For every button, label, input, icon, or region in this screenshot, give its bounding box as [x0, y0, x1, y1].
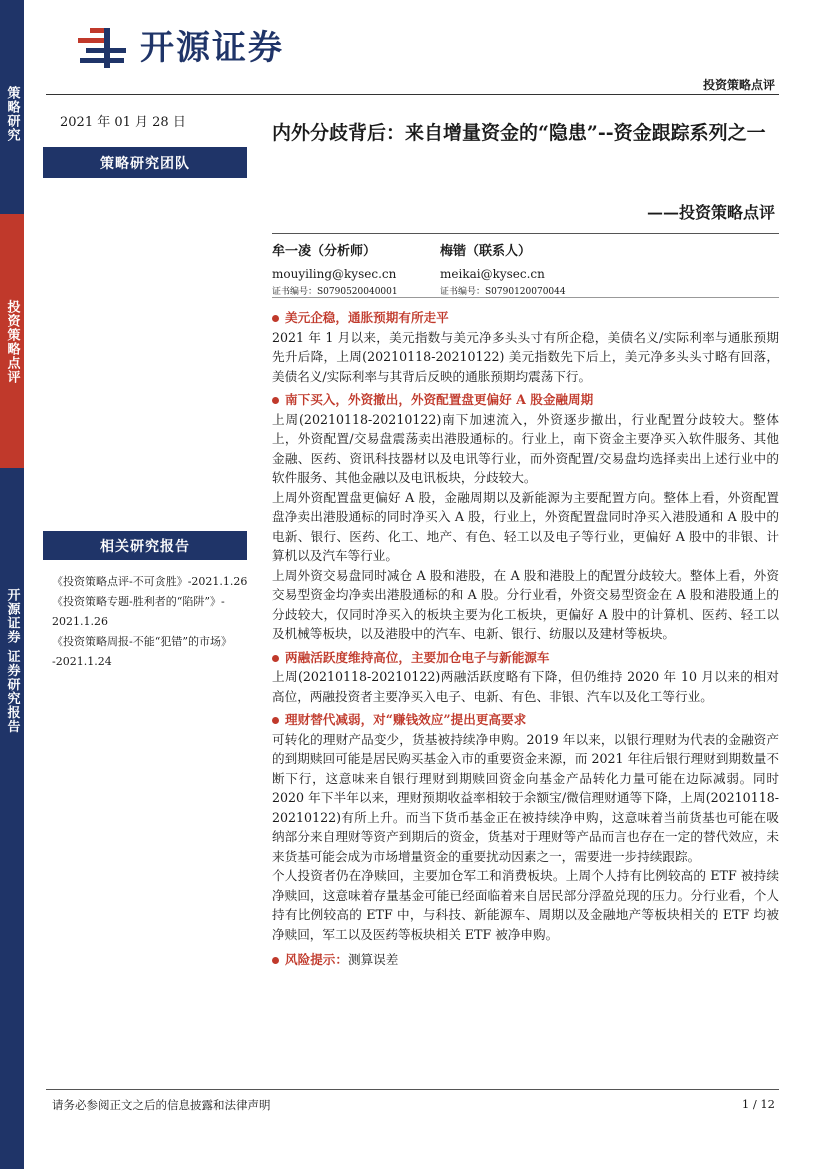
author-cert: 证书编号：S0790520040001 — [272, 287, 398, 297]
author-cert: 证书编号：S0790120070044 — [440, 287, 566, 297]
report-date: 2021 年 01 月 28 日 — [60, 115, 186, 130]
paragraph: 上周(20210118-20210122)南下加速流入，外资逐步撤出，行业配置分歧较大。整体上，外资配置/交易盘震荡卖出港股通标的。行业上，南下资金主要净买入软件服务、其他金融、医药、资讯科技器材以及电讯等行业，而外资配置/交易盘均选择卖出上述行业中的软件服务、其他金融以及电讯板块，分歧较大。 — [272, 411, 779, 485]
report-body — [272, 304, 779, 970]
report-title: 内外分歧背后：来自增量资金的“隐患”--资金跟踪系列之一 — [272, 122, 766, 144]
bullet-icon — [272, 957, 279, 964]
title-divider — [272, 233, 779, 234]
company-logo-text: 开源证券 — [140, 28, 284, 68]
logo-mark-icon — [76, 26, 128, 70]
footer-divider — [46, 1089, 779, 1090]
related-report-item[interactable]: -2021.1.24 — [52, 655, 112, 668]
paragraph: 2021 年 1 月以来，美元指数与美元净多头头寸有所企稳，美债名义/实际利率与通胀预期先升后降，上周(20210118-20210122) 美元指数先下后上，美元净多头头寸略有回落，美债名义/实际利率与其背后反映的通胀预期均震荡下行。 — [272, 329, 779, 384]
sidebar-strategy-research: 策略研究 — [0, 0, 24, 214]
report-type-header: 投资策略点评 — [702, 78, 775, 92]
related-report-item[interactable]: 《投资策略点评-不可贪胜》-2021.1.26 — [52, 575, 248, 588]
bullet-icon — [272, 655, 279, 662]
section-heading: 美元企稳，通胀预期有所走平 — [272, 308, 779, 328]
paragraph: 个人投资者仍在净赎回，主要加仓军工和消费板块。上周个人持有比例较高的 ETF 被持续净赎回，这意味着存量基金可能已经面临着来自居民部分浮盈兑现的压力。分行业看，个人持有比例较高的 ETF 中，与科技、新能源车、周期以及金融地产等板块相关的 ETF 均被净赎回，军工以及医药等板块相关 ETF 被净申购。 — [272, 868, 779, 942]
related-reports-list — [52, 572, 262, 672]
author-email[interactable]: mouyiling@kysec.cn — [272, 267, 397, 281]
section-heading: 理财替代减弱，对“赚钱效应”提出更高要求 — [272, 710, 779, 730]
risk-note — [272, 950, 779, 970]
bullet-icon — [272, 315, 279, 322]
bullet-icon — [272, 717, 279, 724]
author-card — [272, 243, 398, 301]
author-divider — [272, 297, 779, 298]
author-email[interactable]: meikai@kysec.cn — [440, 267, 545, 281]
author-name: 牟一凌（分析师） — [272, 244, 377, 259]
related-report-item[interactable]: 2021.1.26 — [52, 615, 108, 628]
sidebar-report-type: 投资策略点评 — [0, 214, 24, 468]
author-name: 梅锴（联系人） — [440, 244, 532, 259]
header-divider — [46, 94, 779, 95]
sidebar-company-report: 开源证券 证券研究报告 — [0, 468, 24, 1169]
related-reports-title: 相关研究报告 — [43, 531, 247, 560]
paragraph: 上周外资配置盘更偏好 A 股，金融周期以及新能源为主要配置方向。整体上看，外资配置盘净卖出港股通标的同时净买入 A 股，行业上，外资配置盘同时净买入港股通和 A 股中的电新、银行、医药、化工、地产、有色、轻工以及电子等行业，更偏好 A 股中的非银、计算机以及汽车等行业。 — [272, 489, 779, 563]
paragraph: 可转化的理财产品变少，货基被持续净申购。2019 年以来，以银行理财为代表的金融资产的到期赎回可能是居民购买基金入市的重要资金来源，而 2021 年往后银行理财到期数量不断下行，这意味来自银行理财到期赎回资金向基金产品转化力量可能在边际减弱。同时 2020 年下半年以来，理财预期收益率相较于余额宝/微信理财通等下降，上周(20210118-20210122)有所上升。而当下货币基金正在被持续净申购，这意味着当前货基也可能在吸纳部分来自理财等资产到期后的资金，货基对于理财等产品而言也存在一定的替代效应，未来货基可能会成为市场增量资金的重要扰动因素之一，需要进一步持续跟踪。 — [272, 731, 779, 864]
related-report-item[interactable]: 《投资策略专题-胜利者的“陷阱”》- — [52, 595, 225, 608]
author-card — [440, 243, 566, 301]
related-report-item[interactable]: 《投资策略周报-不能“犯错”的市场》 — [52, 635, 232, 648]
risk-label: 风险提示： — [285, 952, 348, 967]
report-subtitle: ——投资策略点评 — [646, 203, 775, 222]
team-label: 策略研究团队 — [43, 147, 247, 178]
bullet-icon — [272, 397, 279, 404]
paragraph: 上周(20210118-20210122)两融活跃度略有下降，但仍维持 2020 年 10 月以来的相对高位，两融投资者主要净买入电子、电新、有色、非银、汽车以及化工等行业。 — [272, 669, 779, 704]
paragraph: 上周外资交易盘同时减仓 A 股和港股，在 A 股和港股上的配置分歧较大。整体上看，外资交易型资金均净卖出港股通标的和 A 股。分行业看，外资交易型资金在 A 股和港股通上的分歧较大，仅同时净买入的板块主要为化工板块，更偏好 A 股中的计算机、医药、轻工以及机械等板块，以及港股中的汽车、电新、银行、纺服以及建材等板块。 — [272, 567, 779, 641]
risk-text: 测算误差 — [347, 952, 399, 967]
page-number: 1 / 12 — [741, 1097, 775, 1111]
footer-disclaimer: 请务必参阅正文之后的信息披露和法律声明 — [52, 1098, 271, 1112]
section-heading: 两融活跃度维持高位，主要加仓电子与新能源车 — [272, 648, 779, 668]
section-heading: 南下买入，外资撤出，外资配置盘更偏好 A 股金融周期 — [272, 390, 779, 410]
